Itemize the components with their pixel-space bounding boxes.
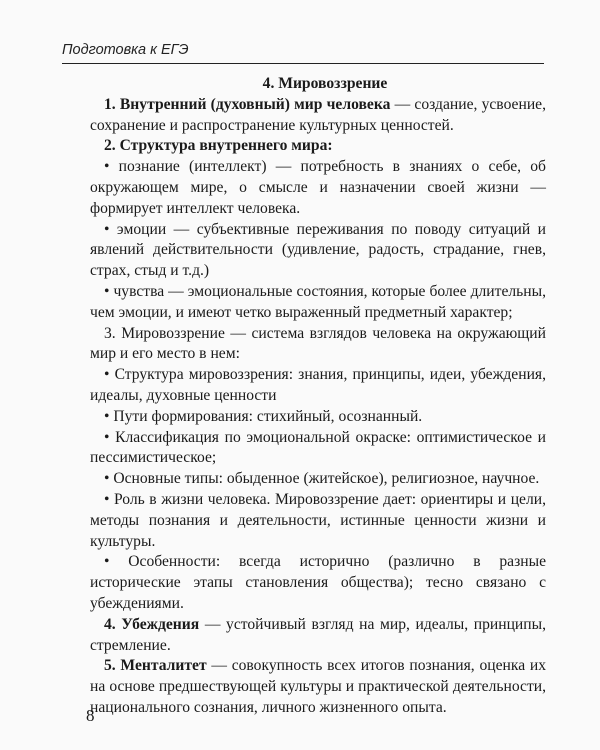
page-content [90, 74, 546, 719]
term-beliefs: 4. Убеждения [104, 615, 200, 633]
bullet-worldview-types: • Основные типы: обыденное (житейское), религиозное, научное. [104, 470, 540, 488]
page-number: 8 [86, 706, 95, 725]
term-mentality: 5. Менталитет [104, 657, 207, 675]
bullet-feelings: • чувства — эмоциональные состояния, которые более длительны, чем эмоции, и имеют четко выраженный предметный характер; [90, 282, 546, 321]
bullet-worldview-ways: • Пути формирования: стихийный, осознанный. [104, 407, 423, 425]
bullet-cognition: • познание (интеллект) — потребность в знаниях о себе, об окружающем мире, о смысле и назначении своей жизни — формирует интеллект человека. [90, 158, 546, 217]
term-structure: 2. Структура внутреннего мира: [104, 137, 333, 155]
bullet-worldview-features: • Особенности: всегда исторично (различно в разные исторические этапы становления общества); тесно связано с убеждениями. [90, 553, 546, 612]
paragraph-inner-world [90, 95, 546, 137]
paragraph-worldview: 3. Мировоззрение — система взглядов человека на окружающий мир и его место в нем: [90, 324, 546, 363]
paragraph-structure [90, 136, 546, 157]
paragraph-beliefs [90, 615, 546, 657]
text-inner-world: — создание, усвоение, сохранение и распространение культурных ценностей. [90, 95, 546, 134]
text-beliefs: — устойчивый взгляд на мир, идеалы, принципы, стремление. [90, 615, 546, 654]
text-mentality: — совокупность всех итогов познания, оценка их на основе предшествующей культуры и практической деятельности, национального сознания, личного жизненного опыта. [90, 657, 547, 716]
bullet-worldview-classification: • Классификация по эмоциональной окраске: оптимистическое и пессимистическое; [90, 428, 546, 467]
header-rule [62, 63, 544, 64]
bullet-worldview-role: • Роль в жизни человека. Мировоззрение дает: ориентиры и цели, методы познания и деятельности, истинные ценности жизни и культуры. [90, 490, 546, 550]
bullet-worldview-structure: • Структура мировоззрения: знания, принципы, идеи, убеждения, идеалы, духовные ценности [90, 366, 546, 404]
section-title: 4. Мировоззрение [262, 75, 388, 92]
running-header: Подготовка к ЕГЭ [62, 42, 189, 58]
bullet-emotions: • эмоции — субъективные переживания по поводу ситуаций и явлений действительности (удивление, радость, страдание, гнев, страх, стыд и т.д.) [90, 220, 546, 280]
term-inner-world: 1. Внутренний (духовный) мир человека [104, 95, 391, 113]
paragraph-mentality [90, 656, 546, 718]
